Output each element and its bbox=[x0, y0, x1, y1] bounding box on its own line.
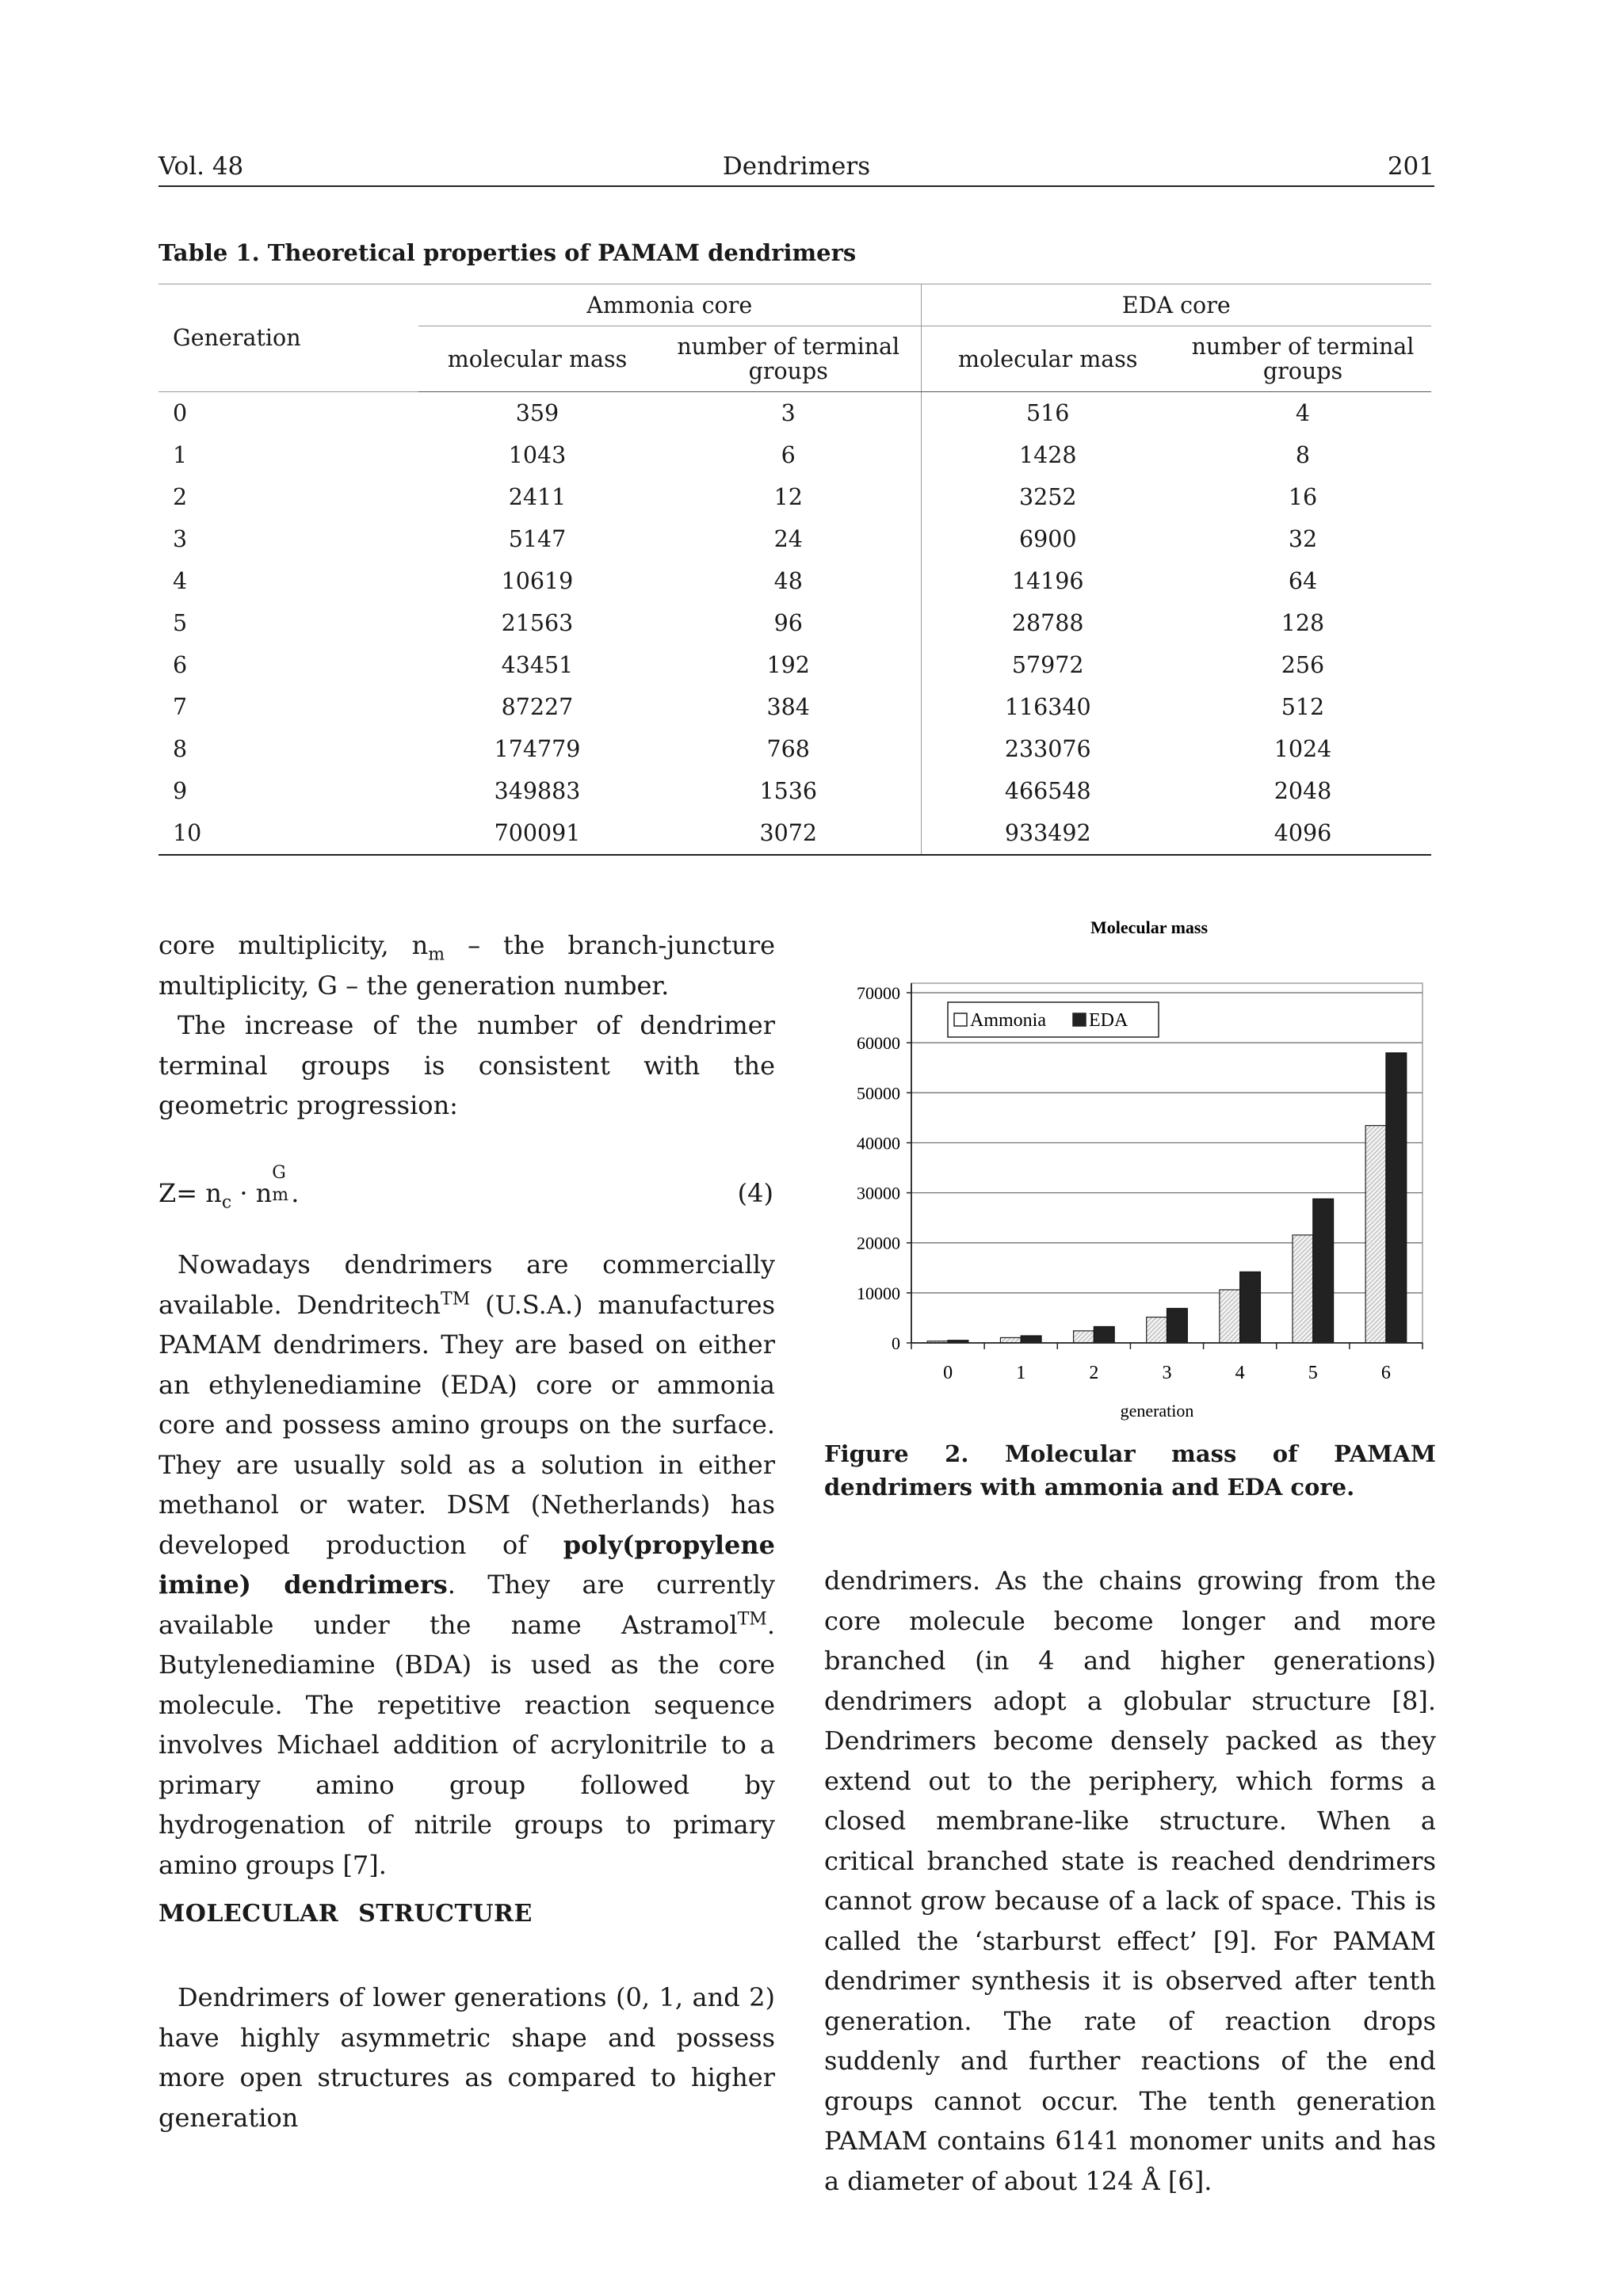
y-tick-label: 10000 bbox=[857, 1283, 900, 1303]
paragraph-multiplicity: core multiplicity, $n_m$ – the branch-juncture multiplicity, G – the generation number. bbox=[158, 930, 776, 1001]
legend-swatch-eda bbox=[1073, 1013, 1086, 1026]
header-generation: Generation bbox=[158, 284, 418, 392]
molecular-mass-chart bbox=[808, 903, 1442, 1434]
cell-ammonia-terminal: 48 bbox=[773, 568, 803, 594]
table-row bbox=[158, 644, 1431, 686]
header-eda-core: EDA core bbox=[921, 284, 1431, 326]
bar-ammonia-gen-2 bbox=[1074, 1331, 1094, 1343]
cell-eda-mass: 1428 bbox=[921, 434, 1174, 476]
table-row bbox=[158, 560, 1431, 602]
cell-ammonia-terminal: 768 bbox=[766, 736, 810, 762]
cell-ammonia-mass: 87227 bbox=[501, 694, 574, 720]
cell-ammonia-mass: 2411 bbox=[508, 484, 567, 510]
cell-ammonia-terminal: 384 bbox=[766, 694, 810, 720]
chart-gridlines bbox=[911, 993, 1423, 1293]
table-row bbox=[158, 476, 1431, 518]
chart-title: Molecular mass bbox=[1090, 917, 1209, 937]
table-row bbox=[158, 812, 1431, 855]
cell-ammonia-terminal: 1536 bbox=[759, 778, 818, 804]
properties-table bbox=[158, 284, 1431, 856]
table-row bbox=[158, 728, 1431, 770]
x-tick-label: 6 bbox=[1381, 1363, 1391, 1383]
cell-ammonia-mass: 359 bbox=[515, 400, 559, 426]
header-ammonia-core: Ammonia core bbox=[418, 284, 921, 326]
equation-label: (4) bbox=[737, 1178, 773, 1208]
table-row bbox=[158, 686, 1431, 728]
left-column-top bbox=[158, 925, 775, 1126]
header-eda-mass: molecular mass bbox=[921, 326, 1174, 392]
page-number: 201 bbox=[1387, 152, 1434, 181]
cell-generation: 2 bbox=[173, 484, 188, 510]
y-tick-label: 20000 bbox=[857, 1233, 900, 1253]
cell-eda-mass: 233076 bbox=[921, 728, 1174, 770]
cell-ammonia-terminal: 192 bbox=[766, 652, 810, 678]
x-tick-label: 3 bbox=[1162, 1363, 1172, 1383]
left-column-bottom bbox=[158, 1978, 775, 2138]
cell-ammonia-mass: 5147 bbox=[508, 526, 567, 552]
cell-ammonia-mass: 1043 bbox=[508, 442, 567, 468]
legend-label-eda: EDA bbox=[1089, 1010, 1128, 1031]
paragraph-lower-generations: Dendrimers of lower generations (0, 1, and 2) have highly asymmetric shape and possess more open structures as compared to higher generation bbox=[158, 1982, 775, 2133]
header-eda-terminal: number of terminal groups bbox=[1174, 326, 1431, 392]
x-tick-label: 2 bbox=[1089, 1363, 1099, 1383]
cell-eda-mass: 14196 bbox=[921, 560, 1174, 602]
y-tick-label: 40000 bbox=[857, 1133, 900, 1154]
table-row bbox=[158, 434, 1431, 476]
cell-eda-terminal: 512 bbox=[1281, 694, 1325, 720]
cell-eda-terminal: 256 bbox=[1281, 652, 1325, 678]
bar-ammonia-gen-6 bbox=[1365, 1126, 1386, 1343]
paragraph-progression: The increase of the number of dendrimer terminal groups is consistent with the geometric progression: bbox=[158, 1010, 775, 1120]
cell-eda-mass: 28788 bbox=[921, 602, 1174, 644]
cell-generation: 7 bbox=[173, 694, 188, 720]
paragraph-commercial: Nowadays dendrimers are commercially available. Dendritech™ (U.S.A.) manufactures PAMAM dendrimers. They are based on either an ethylenediamine (EDA) core or ammonia core and possess amino groups on the surface. They are usually sold as a solution in either methanol or water. DSM (Netherlands) has developed production of poly(propylene imine) dendrimers. They are currently available under the name Astramol™. Butylenediamine (BDA) is used as the core molecule. The repetitive reaction sequence involves Michael addition of acrylonitrile to a primary amino group followed by hydrogenation of nitrile groups to primary amino groups [7]. bbox=[158, 1249, 775, 1880]
header-ammonia-terminal: number of terminal groups bbox=[656, 326, 921, 392]
y-tick-label: 30000 bbox=[857, 1183, 900, 1203]
cell-generation: 9 bbox=[173, 778, 188, 804]
cell-generation: 0 bbox=[173, 400, 188, 426]
cell-eda-mass: 6900 bbox=[921, 518, 1174, 560]
right-column-text bbox=[824, 1561, 1436, 2201]
bar-eda-gen-3 bbox=[1167, 1308, 1188, 1343]
x-tick-label: 0 bbox=[943, 1363, 953, 1383]
cell-eda-terminal: 2048 bbox=[1274, 778, 1332, 804]
cell-eda-mass: 116340 bbox=[921, 686, 1174, 728]
cell-eda-mass: 933492 bbox=[921, 812, 1174, 855]
legend-swatch-ammonia bbox=[954, 1013, 967, 1026]
legend-label-ammonia: Ammonia bbox=[970, 1010, 1046, 1031]
cell-generation: 1 bbox=[173, 442, 188, 468]
bar-eda-gen-1 bbox=[1021, 1336, 1041, 1343]
cell-eda-terminal: 1024 bbox=[1274, 736, 1332, 762]
cell-ammonia-mass: 43451 bbox=[501, 652, 574, 678]
cell-ammonia-terminal: 12 bbox=[773, 484, 803, 510]
cell-ammonia-mass: 21563 bbox=[501, 610, 574, 636]
cell-ammonia-mass: 174779 bbox=[494, 736, 581, 762]
y-tick-label: 70000 bbox=[857, 983, 900, 1003]
cell-eda-terminal: 4 bbox=[1295, 400, 1311, 426]
bar-eda-gen-4 bbox=[1240, 1272, 1261, 1343]
left-column-middle bbox=[158, 1245, 775, 1885]
chart-x-label: generation bbox=[1120, 1401, 1194, 1421]
bar-eda-gen-6 bbox=[1386, 1053, 1407, 1343]
cell-ammonia-terminal: 3072 bbox=[656, 812, 921, 855]
cell-eda-mass: 3252 bbox=[921, 476, 1174, 518]
cell-ammonia-terminal: 3 bbox=[781, 400, 796, 426]
cell-eda-mass: 57972 bbox=[921, 644, 1174, 686]
cell-ammonia-mass: 349883 bbox=[494, 778, 581, 804]
cell-eda-terminal: 8 bbox=[1295, 442, 1311, 468]
cell-eda-terminal: 16 bbox=[1288, 484, 1318, 510]
cell-eda-mass: 466548 bbox=[921, 770, 1174, 812]
table-row bbox=[158, 770, 1431, 812]
bar-eda-gen-5 bbox=[1313, 1199, 1334, 1343]
bar-ammonia-gen-3 bbox=[1147, 1318, 1167, 1343]
running-header bbox=[158, 152, 1434, 187]
cell-ammonia-mass: 700091 bbox=[418, 812, 656, 855]
bar-ammonia-gen-5 bbox=[1293, 1235, 1313, 1343]
cell-generation: 5 bbox=[173, 610, 188, 636]
bar-eda-gen-2 bbox=[1094, 1326, 1114, 1343]
running-title: Dendrimers bbox=[722, 152, 871, 181]
cell-eda-terminal: 128 bbox=[1281, 610, 1325, 636]
bar-ammonia-gen-1 bbox=[1000, 1337, 1021, 1343]
x-tick-label: 5 bbox=[1308, 1363, 1318, 1383]
table-row bbox=[158, 602, 1431, 644]
y-tick-label: 50000 bbox=[857, 1083, 900, 1104]
y-tick-label: 0 bbox=[892, 1333, 900, 1353]
chart-legend bbox=[948, 1002, 1159, 1037]
header-ammonia-mass: molecular mass bbox=[418, 326, 656, 392]
cell-eda-terminal: 64 bbox=[1288, 568, 1318, 594]
cell-generation: 3 bbox=[173, 526, 188, 552]
chart-bars bbox=[927, 1053, 1406, 1343]
cell-ammonia-mass: 10619 bbox=[501, 568, 574, 594]
x-tick-label: 1 bbox=[1016, 1363, 1026, 1383]
cell-generation: 4 bbox=[173, 568, 188, 594]
cell-eda-mass: 516 bbox=[921, 392, 1174, 435]
cell-ammonia-terminal: 6 bbox=[781, 442, 796, 468]
cell-ammonia-terminal: 24 bbox=[773, 526, 803, 552]
table-caption: Table 1. Theoretical properties of PAMAM dendrimers bbox=[158, 239, 857, 266]
volume-label: Vol. 48 bbox=[158, 152, 244, 181]
cell-generation: 8 bbox=[173, 736, 188, 762]
table-row bbox=[158, 392, 1431, 435]
equation-formula: $Z= n_c \cdot n$ G m . bbox=[158, 1163, 300, 1213]
cell-eda-terminal: 32 bbox=[1288, 526, 1318, 552]
bar-ammonia-gen-4 bbox=[1220, 1290, 1240, 1343]
section-heading: MOLECULAR STRUCTURE bbox=[158, 1900, 533, 1928]
table-row bbox=[158, 518, 1431, 560]
cell-eda-terminal: 4096 bbox=[1174, 812, 1431, 855]
chart-x-ticks bbox=[911, 1343, 1423, 1383]
cell-ammonia-terminal: 96 bbox=[773, 610, 803, 636]
figure-caption: Figure 2. Molecular mass of PAMAM dendrimers with ammonia and EDA core. bbox=[824, 1440, 1436, 1501]
y-tick-label: 60000 bbox=[857, 1033, 900, 1054]
paragraph-globular: dendrimers. As the chains growing from the core molecule become longer and more branched (in 4 and higher generations) dendrimers adopt a globular structure [8]. Dendrimers become densely packed as they extend out to the periphery, which forms a closed membrane-like structure. When a critical branched state is reached dendrimers cannot grow because of a lack of space. This is called the ‘starburst effect’ [9]. For PAMAM dendrimer synthesis it is observed after tenth generation. The rate of reaction drops suddenly and further reactions of the end groups cannot occur. The tenth generation PAMAM contains 6141 monomer units and has a diameter of about 124 Å [6]. bbox=[824, 1566, 1436, 2196]
chart-y-ticks bbox=[857, 983, 911, 1353]
x-tick-label: 4 bbox=[1235, 1363, 1245, 1383]
cell-generation: 10 bbox=[158, 812, 418, 855]
cell-generation: 6 bbox=[173, 652, 188, 678]
equation-4 bbox=[158, 1163, 777, 1216]
